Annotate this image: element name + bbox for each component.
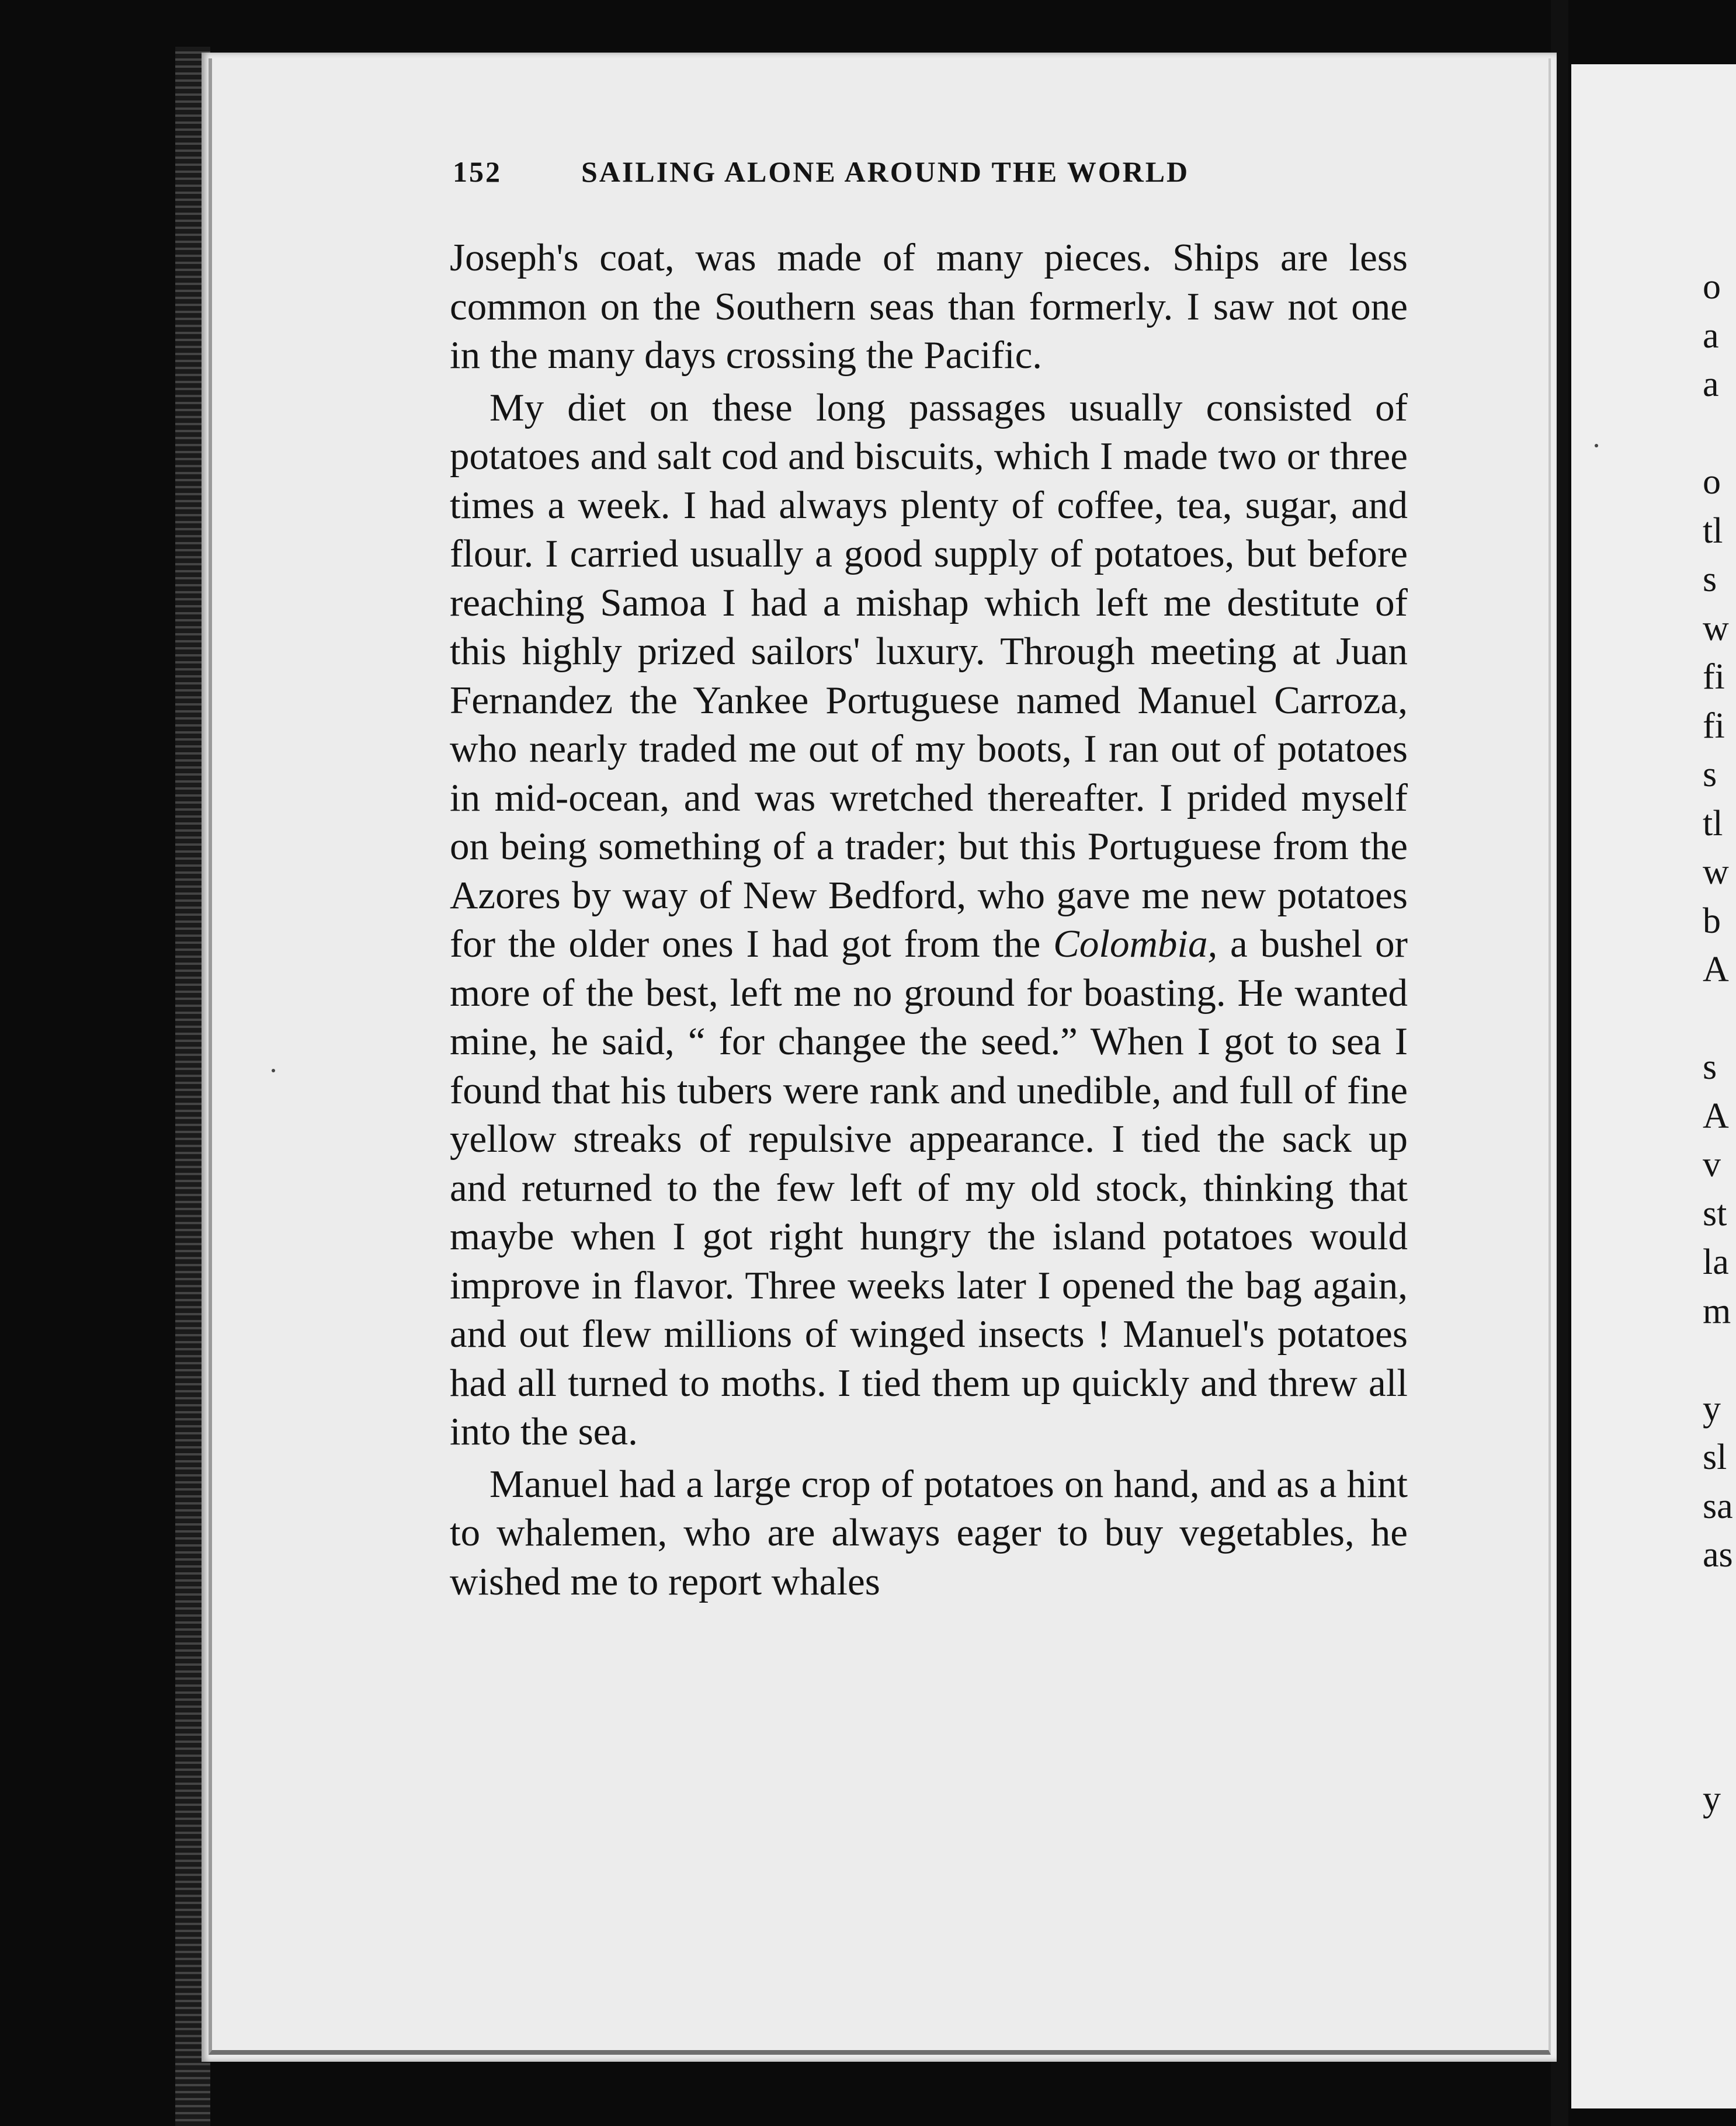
facing-page-fragment — [1703, 995, 1736, 1044]
paragraph-1: Joseph's coat, was made of many pieces. Ships are less common on the Southern seas than formerly. I saw not one in the many days crossing the Pacific. — [450, 236, 1408, 377]
page-speck — [1595, 444, 1598, 447]
facing-page-fragment — [1703, 1580, 1736, 1629]
facing-page-fragment: s — [1703, 560, 1717, 599]
paragraph-2-part-1: My diet on these long passages usually consisted of potatoes and salt cod and biscuits, which I made two or three times a week. I had always plenty of coffee, tea, sugar, and flour. I carried usually a good supply of potatoes, but before reaching Samoa I had a mishap which left me destitute of this highly prized sailors' luxury. Through meeting at Juan Fernandez the Yankee Portuguese named Manuel Carroza, who nearly traded me out of my boots, I ran out of potatoes in mid-ocean, and was wretched thereafter. I prided myself on being something of a trader; but this Portuguese from the Azores by way of New Bedford, who gave me new potatoes for the older ones I had got from the — [450, 385, 1408, 965]
running-title: SAILING ALONE AROUND THE WORLD — [581, 155, 1190, 188]
paragraph-2-part-2: a bushel or more of the best, left me no ground for boasting. He wanted mine, he said, “ for changee the seed.” When I got to sea I found that his tubers were rank and unedible, and full of fine yellow streaks of repulsive appearance. I tied the sack up and returned to the few left of my old stock, thinking that maybe when I got right hungry the island potatoes would improve in flavor. Three weeks later I opened the bag again, and out flew millions of winged insects ! Manuel's potatoes had all turned to moths. I tied them up quickly and threw all into the sea. — [450, 922, 1408, 1453]
facing-page-text-fragments — [1703, 263, 1736, 1823]
facing-page-fragment: a — [1703, 315, 1719, 356]
facing-page-fragment: sa — [1703, 1486, 1733, 1526]
facing-page-fragment: fi — [1703, 657, 1725, 697]
facing-page-fragment: A — [1703, 950, 1729, 989]
facing-page-fragment: s — [1703, 755, 1717, 794]
facing-page-fragment: s — [1703, 1047, 1717, 1087]
facing-page-fragment: a — [1703, 364, 1719, 404]
paragraph-2 — [450, 384, 1408, 1457]
facing-page-fragment: tl — [1703, 510, 1723, 551]
facing-page-fragment — [1703, 1628, 1736, 1677]
facing-page-fragment: st — [1703, 1193, 1727, 1234]
facing-page-fragment: w — [1703, 608, 1729, 648]
facing-page-fragment: o — [1703, 462, 1721, 502]
facing-page-fragment: tl — [1703, 803, 1723, 843]
facing-page-fragment — [1703, 1726, 1736, 1775]
facing-page-fragment: b — [1703, 901, 1721, 941]
paragraph-3: Manuel had a large crop of potatoes on hand, and as a hint to whalemen, who are always eager to buy vegetables, he wished me to report whales — [450, 1462, 1408, 1603]
facing-page-fragment — [1703, 409, 1736, 458]
body-text — [450, 234, 1408, 1606]
facing-page-fragment — [1703, 1677, 1736, 1726]
facing-page-fragment: la — [1703, 1242, 1729, 1282]
running-header — [453, 155, 1270, 189]
ship-name-italic: Colombia, — [1053, 922, 1218, 965]
facing-page-fragment: v — [1703, 1145, 1721, 1184]
facing-page-fragment — [1703, 1336, 1736, 1385]
facing-page-fragment: sl — [1703, 1437, 1727, 1477]
facing-page-fragment: as — [1703, 1535, 1733, 1575]
facing-page-fragment: y — [1703, 1778, 1721, 1819]
facing-page-fragment: o — [1703, 267, 1721, 307]
facing-page-fragment: A — [1703, 1096, 1729, 1136]
page-speck — [272, 1069, 275, 1072]
facing-page-fragment: fi — [1703, 706, 1725, 746]
page-number: 152 — [453, 155, 502, 188]
facing-page-fragment: m — [1703, 1291, 1731, 1331]
facing-page-fragment: w — [1703, 852, 1729, 892]
facing-page-fragment: y — [1703, 1388, 1721, 1429]
